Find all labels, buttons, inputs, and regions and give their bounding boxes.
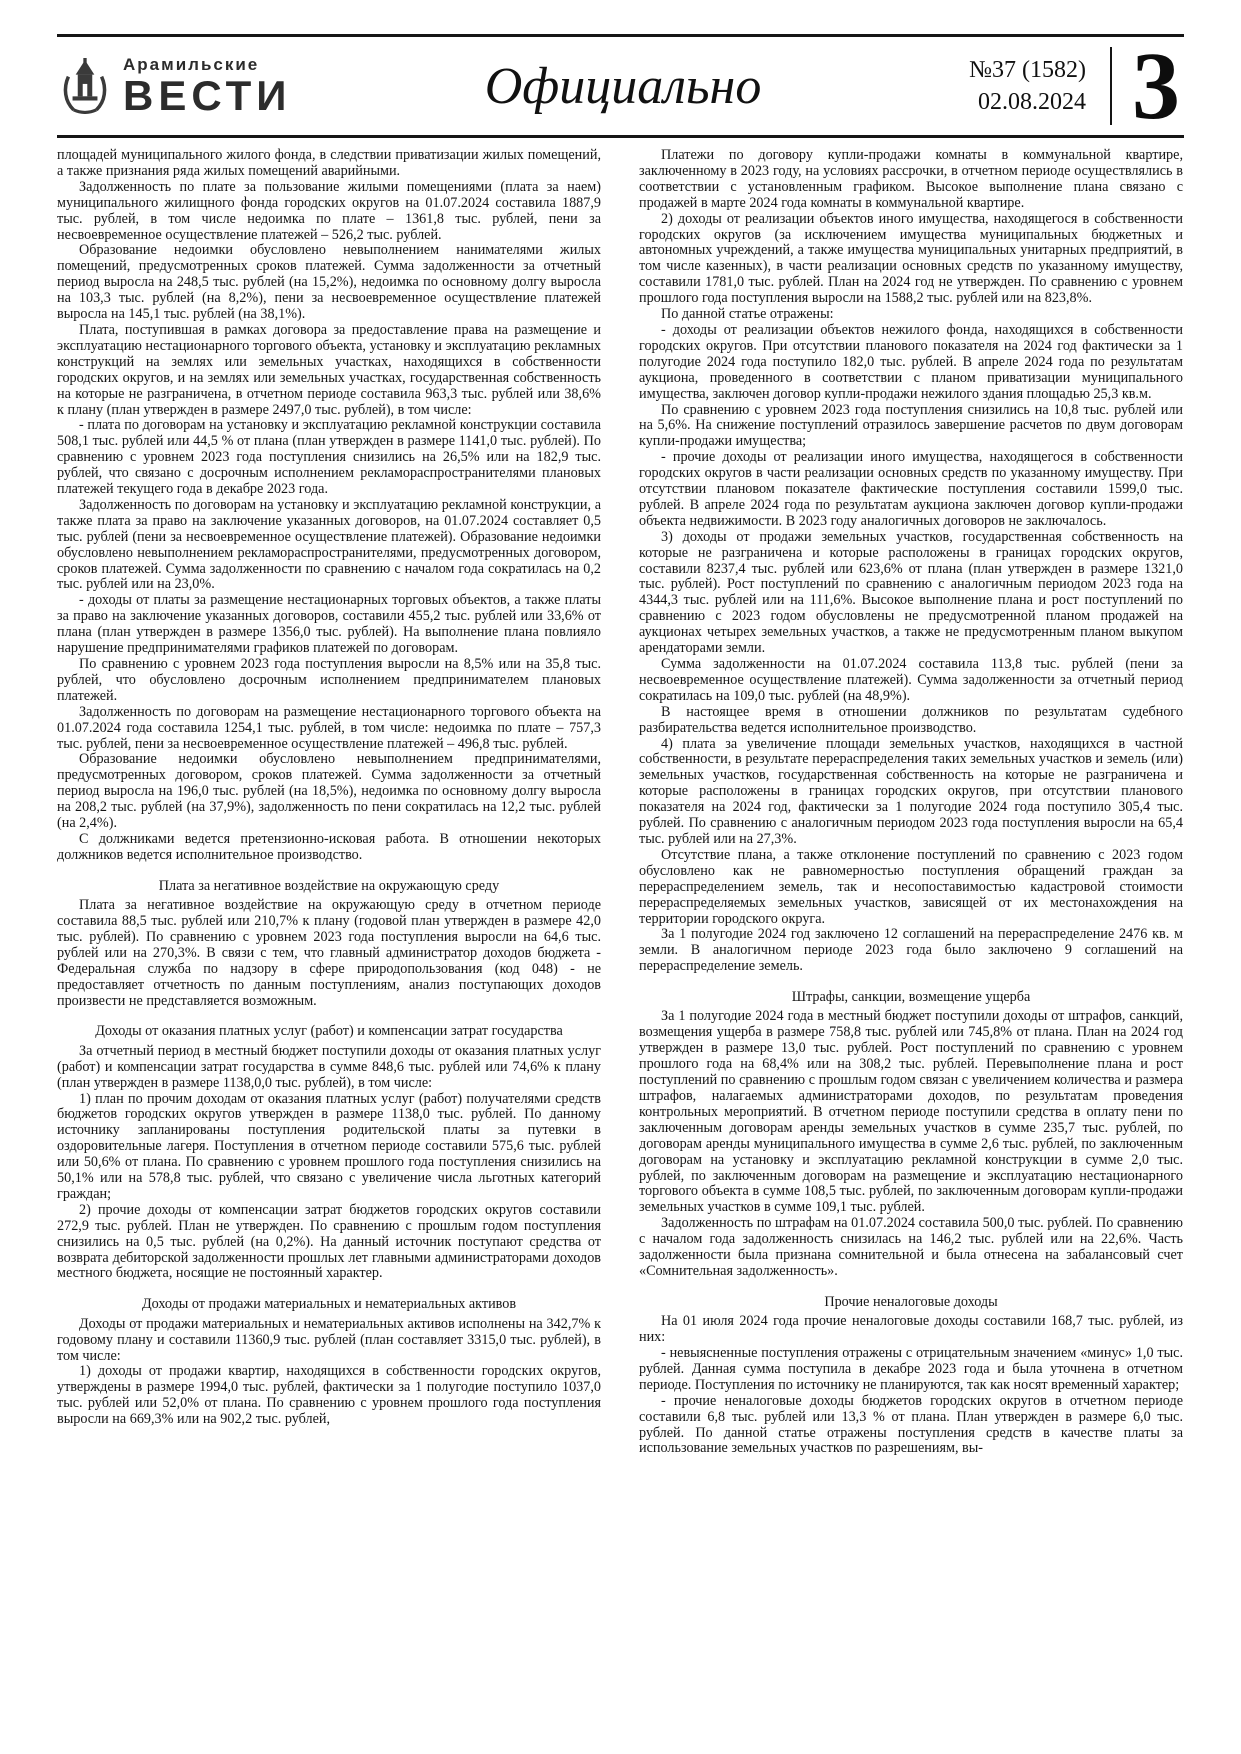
left-column — [57, 148, 601, 1734]
paragraph: - прочие доходы от реализации иного имущества, находящегося в собственности городских округов в части реализации основных средств по указанному имуществу. При отсутствии плановом показателе фактические поступления составили 1599,0 тыс. рублей. В апреле 2024 года по результатам аукциона заключен договор купли-продажи объекта недвижимости. В 2023 году аналогичных договоров не заключалось. — [639, 449, 1183, 529]
paragraph: - невыясненные поступления отражены с отрицательным значением «минус» 1,0 тыс. рублей. Данная сумма поступила в декабре 2023 года и была уточнена в отчетном периоде. Поступления по источнику не планируются, так как носят временный характер; — [639, 1345, 1183, 1393]
paragraph: 1) план по прочим доходам от оказания платных услуг (работ) получателями средств бюджетов городских округов утвержден в размере 1138,0 тыс. рублей. По данному источнику запланированы поступления родительской платы за путевки в оздоровительные лагеря. Поступления в отчетном периоде составили 575,6 тыс. рублей или 50,6% от плана. По сравнению с уровнем прошлого года поступления снизились на 50,1% или на 578,8 тыс. рублей, что связано с увеличение числа льготных категорий граждан; — [57, 1090, 601, 1202]
paragraph: площадей муниципального жилого фонда, в следствии приватизации жилых помещений, а также признания ряда жилых помещений аварийными. — [57, 148, 601, 179]
paragraph: - доходы от платы за размещение нестационарных торговых объектов, а также платы за право на заключение указанных договоров, составили 455,2 тыс. рублей или 33,6% от плана (план утвержден в размере 1356,0 тыс. рублей). На выполнение плана повлияло нарушение предпринимателями графиков платежей по договорам. — [57, 592, 601, 657]
article-columns — [57, 148, 1184, 1734]
paragraph: По сравнению с уровнем 2023 года поступления снизились на 10,8 тыс. рублей или на 5,6%. На снижение поступлений отразилось завершение расчетов по двум договорам купли-продажи имущества; — [639, 401, 1183, 450]
paragraph: Задолженность по штрафам на 01.07.2024 составила 500,0 тыс. рублей. По сравнению с началом года задолженность снизилась на 146,2 тыс. рублей или на 22,6%. Часть задолженности была признана сомнительной и была отнесена на забалансовый счет «Сомнительная задолженность». — [639, 1215, 1183, 1279]
page-number: 3 — [1132, 32, 1180, 139]
paragraph: За отчетный период в местный бюджет поступили доходы от оказания платных услуг (работ) и компенсации затрат государства в сумме 848,6 тыс. рублей или 74,6% к плану (план утвержден в размере 1138,0,0 тыс. рублей), в том числе: — [57, 1042, 601, 1091]
paragraph: Плата за негативное воздействие на окружающую среду в отчетном периоде составила 88,5 тыс. рублей или 210,7% к плану (годовой план утвержден в размере 42,0 тыс. рублей). По сравнению с уровнем 2023 года поступления выросли на 64,6 тыс. рублей или на 270,3%. В связи с тем, что главный администратор доходов бюджета - Федеральная служба по надзору в сфере природопользования (код 048) - не предоставляет отчетность по данным поступлениям, анализ поступающих доходов произвести не представляется возможным. — [57, 897, 601, 1009]
issue-info — [969, 54, 1086, 119]
paragraph: На 01 июля 2024 года прочие неналоговые доходы составили 168,7 тыс. рублей, из них: — [639, 1313, 1183, 1346]
header-divider — [1110, 47, 1112, 125]
paragraph: Задолженность по договорам на размещение нестационарного торгового объекта на 01.07.2024 года составила 1254,1 тыс. рублей, в том числе: недоимка по плате – 757,3 тыс. рублей, пени за несвоевременное осуществление платежей – 496,8 тыс. рублей. — [57, 703, 601, 752]
section-heading: Прочие неналоговые доходы — [824, 1293, 998, 1310]
section-heading: Доходы от оказания платных услуг (работ) и компенсации затрат государства — [95, 1023, 563, 1040]
paragraph: Сумма задолженности на 01.07.2024 составила 113,8 тыс. рублей (пени за несвоевременное осуществление платежей). Сумма задолженности за отчетный период сократилась на 109,0 тыс. рублей (на 48,9%). — [639, 656, 1183, 704]
masthead — [57, 34, 1184, 138]
paragraph: Задолженность по договорам на установку и эксплуатацию рекламной конструкции, а также плата за право на заключение указанных договоров, на 01.07.2024 составляет 0,5 тыс. рублей (пени за несвоевременное осуществление платежей). Образование недоимки обусловлено невыполнением рекламораспространителями, предусмотренных договором, сроков платежей. Сумма задолженности по сравнению с началом года сократилась на 0,2 тыс. рублей или на 23,0%. — [57, 496, 601, 593]
brand-top-text: Арамильские — [123, 54, 260, 74]
paragraph: В настоящее время в отношении должников по результатам судебного разбирательства ведется исполнительное производство. — [639, 703, 1183, 736]
paragraph: 3) доходы от продажи земельных участков, государственная собственность на которые не разграничена и которые расположены в границах городских округов, составили 8237,4 тыс. рублей или 623,6% от плана (план утвержден в размере 1321,0 тыс. рублей). Рост поступлений по сравнению с аналогичным периодом 2023 года на 4344,3 тыс. рублей или на 111,6%. Высокое выполнение плана и рост поступлений по сравнению с 2023 годом обусловлены не предусмотренной планом продажей на аукционах четырех земельных участков, а также не предусмотренным планом выкупом арендаторами земли. — [639, 528, 1183, 657]
newspaper-logo-icon — [57, 58, 113, 114]
paragraph: Образование недоимки обусловлено невыполнением нанимателями жилых помещений, предусмотренных сроков платежей. Сумма задолженности за отчетный период выросла на 248,5 тыс. рублей (на 15,2%), недоимка по основному долгу выросла на 103,3 тыс. рублей (на 8,2%), пени за несвоевременное осуществление платежей выросла на 145,1 тыс. рублей (на 38,1%). — [57, 242, 601, 323]
issue-date: 02.08.2024 — [978, 89, 1086, 115]
paragraph: - плата по договорам на установку и эксплуатацию рекламной конструкции составила 508,1 тыс. рублей или 44,5 % от плана (план утвержден в размере 1141,0 тыс. рублей). По сравнению с уровнем 2023 года поступления снизились на 26,5% или на 182,9 тыс. рублей, что связано с досрочным исполнением рекламораспространителями плановых платежей текущего года в декабре 2023 года. — [57, 417, 601, 498]
paragraph: Платежи по договору купли-продажи комнаты в коммунальной квартире, заключенному в 2023 году, на условиях рассрочки, в отчетном периоде осуществлялись в соответствии с установленным графиком. Высокое выполнение плана связано с продажей в марте 2024 года комнаты в коммунальной квартире. — [639, 148, 1183, 211]
section-heading: Штрафы, санкции, возмещение ущерба — [791, 989, 1031, 1006]
paragraph: По данной статье отражены: — [661, 306, 834, 323]
paragraph: Отсутствие плана, а также отклонение поступлений по сравнению с 2023 годом обусловлено как не равномерностью поступления обращений граждан за перераспределением земель, так и несопоставимостью кадастровой стоимости перераспределяемых земельных участков, зависящей от их местонахождения на территории городского округа. — [639, 846, 1183, 927]
brand-name-text: ВЕСТИ — [123, 71, 292, 119]
paragraph: - прочие неналоговые доходы бюджетов городских округов в отчетном периоде составили 6,8 тыс. рублей или 13,3 % от плана. План утвержден в размере 6,0 тыс. рублей. По данной статье отражены поступления средств в качестве платы за использование земельных участков по разрешениям, вы- — [639, 1392, 1183, 1457]
paragraph: Образование недоимки обусловлено невыполнением предпринимателями, предусмотренных договором, сроков платежей. Сумма задолженности за отчетный период выросла на 196,0 тыс. рублей (на 18,5%), недоимка по основному долгу выросла на 208,2 тыс. рублей (на 37,9%), задолженность по пени сократилась на 12,2 тыс. рублей (на 2,4%). — [57, 751, 601, 832]
paragraph: Плата, поступившая в рамках договора за предоставление права на размещение и эксплуатацию нестационарного торгового объекта, установку и эксплуатацию рекламных конструкций на землях или земельных участках, находящихся в собственности городских округов, и на землях или земельных участках, государственная собственность на которые не разграничена, в отчетном периоде составила 963,3 тыс. рублей или 38,6% к плану (план утвержден в размере 2497,0 тыс. рублей), в том числе: — [57, 321, 601, 418]
brand-wordmark — [123, 56, 291, 117]
paragraph: - доходы от реализации объектов нежилого фонда, находящихся в собственности городских округов. При отсутствии планового показателя на 2024 год фактически за 1 полугодие 2024 года поступило 182,0 тыс. рублей. В апреле 2024 года по результатам аукциона, проведенного в соответствии с планом приватизации муниципального имущества, заключен договор купли-продажи нежилого здания площадью 25,3 кв.м. — [639, 321, 1183, 402]
paragraph: Доходы от продажи материальных и нематериальных активов исполнены на 342,7% к годовому плану и составили 11360,9 тыс. рублей (план составляет 3315,0 тыс. рублей), в том числе: — [57, 1315, 601, 1364]
paragraph: За 1 полугодие 2024 год заключено 12 соглашений на перераспределение 2476 кв. м земли. В аналогичном периоде 2023 года было заключено 9 соглашений на перераспределение земель. — [639, 926, 1183, 975]
section-heading: Плата за негативное воздействие на окружающую среду — [158, 877, 500, 894]
paragraph: С должниками ведется претензионно-исковая работа. В отношении некоторых должников ведется исполнительное производство. — [57, 830, 601, 863]
paragraph: Задолженность по плате за пользование жилыми помещениями (плата за наем) муниципального жилищного фонда городских округов на 01.07.2024 составила 1887,9 тыс. рублей, в том числе недоимка по плате – 1361,8 тыс. рублей, пени за несвоевременное осуществление платежей – 526,2 тыс. рублей. — [57, 178, 601, 243]
newspaper-brand — [57, 56, 307, 117]
section-title: Официально — [484, 57, 762, 115]
issue-number: №37 (1582) — [969, 56, 1086, 83]
paragraph: 4) плата за увеличение площади земельных участков, находящихся в частной собственности, в результате перераспределения таких земельных участков и земель (или) земельных участков, государственная собственность на которые не разграничена и которые расположены в границах городских округов, при отсутствии планового показателя на 2024 год, фактически за 1 полугодие 2024 года поступило 305,4 тыс. рублей. По сравнению с аналогичным периодом 2023 года поступления выросли на 65,4 тыс. рублей или на 27,3%. — [639, 735, 1183, 847]
paragraph: 2) прочие доходы от компенсации затрат бюджетов городских округов составили 272,9 тыс. рублей. План не утвержден. По сравнению с прошлым годом поступления снизились на 0,5 тыс. рублей (на 0,2%). На данный источник поступают средства от возврата дебиторской задолженности прошлых лет главными администраторами доходов местного бюджета, носящие не постоянный характер. — [57, 1201, 601, 1282]
right-column — [639, 148, 1183, 1734]
paragraph: По сравнению с уровнем 2023 года поступления выросли на 8,5% или на 35,8 тыс. рублей, что обусловлено досрочным исполнением предпринимателем плановых платежей. — [57, 656, 601, 704]
section-heading: Доходы от продажи материальных и нематериальных активов — [141, 1296, 517, 1313]
paragraph: 1) доходы от продажи квартир, находящихся в собственности городских округов, утверждены в размере 1994,0 тыс. рублей, фактически за 1 полугодие поступило 1037,0 тыс. рублей или 52,0% от плана. По сравнению с уровнем прошлого года поступления выросли на 669,3% или на 902,2 тыс. рублей, — [57, 1363, 601, 1428]
paragraph: За 1 полугодие 2024 года в местный бюджет поступили доходы от штрафов, санкций, возмещения ущерба в размере 758,8 тыс. рублей или 745,8% от плана. План на 2024 год утвержден в размере 13,0 тыс. рублей. Рост поступлений по сравнению с уровнем прошлого года на 68,4% или на 308,2 тыс. рублей. Перевыполнение плана и рост поступлений по сравнению с прошлым годом связан с увеличением количества и размера штрафов, налагаемых администраторами доходов, по результатам проведения контрольных мероприятий. В отчетном периоде поступили средства в оплату пени по заключенным договорам аренды земельных участков в сумме 235,7 тыс. рублей, по договорам аренды муниципального имущества в сумме 2,6 тыс. рублей, по заключенным договорам на установку и эксплуатацию рекламной конструкции в сумме 2,0 тыс. рублей, по заключенным договорам на размещение и эксплуатацию нестационарного торгового объекта в сумме 108,5 тыс. рублей, по заключенным договорам купли-продажи земельных участков в сумме 109,1 тыс. рублей. — [639, 1008, 1183, 1216]
paragraph: 2) доходы от реализации объектов иного имущества, находящегося в собственности городских округов (за исключением имущества муниципальных бюджетных и автономных учреждений, а также имущества муниципальных унитарных предприятий, в том числе казенных), в части реализации основных средств по указанному имуществу, составили 1781,0 тыс. рублей. План на 2024 год не утвержден. По сравнению с уровнем прошлого года поступления выросли на 1588,2 тыс. рублей или на 823,8%. — [639, 210, 1183, 307]
